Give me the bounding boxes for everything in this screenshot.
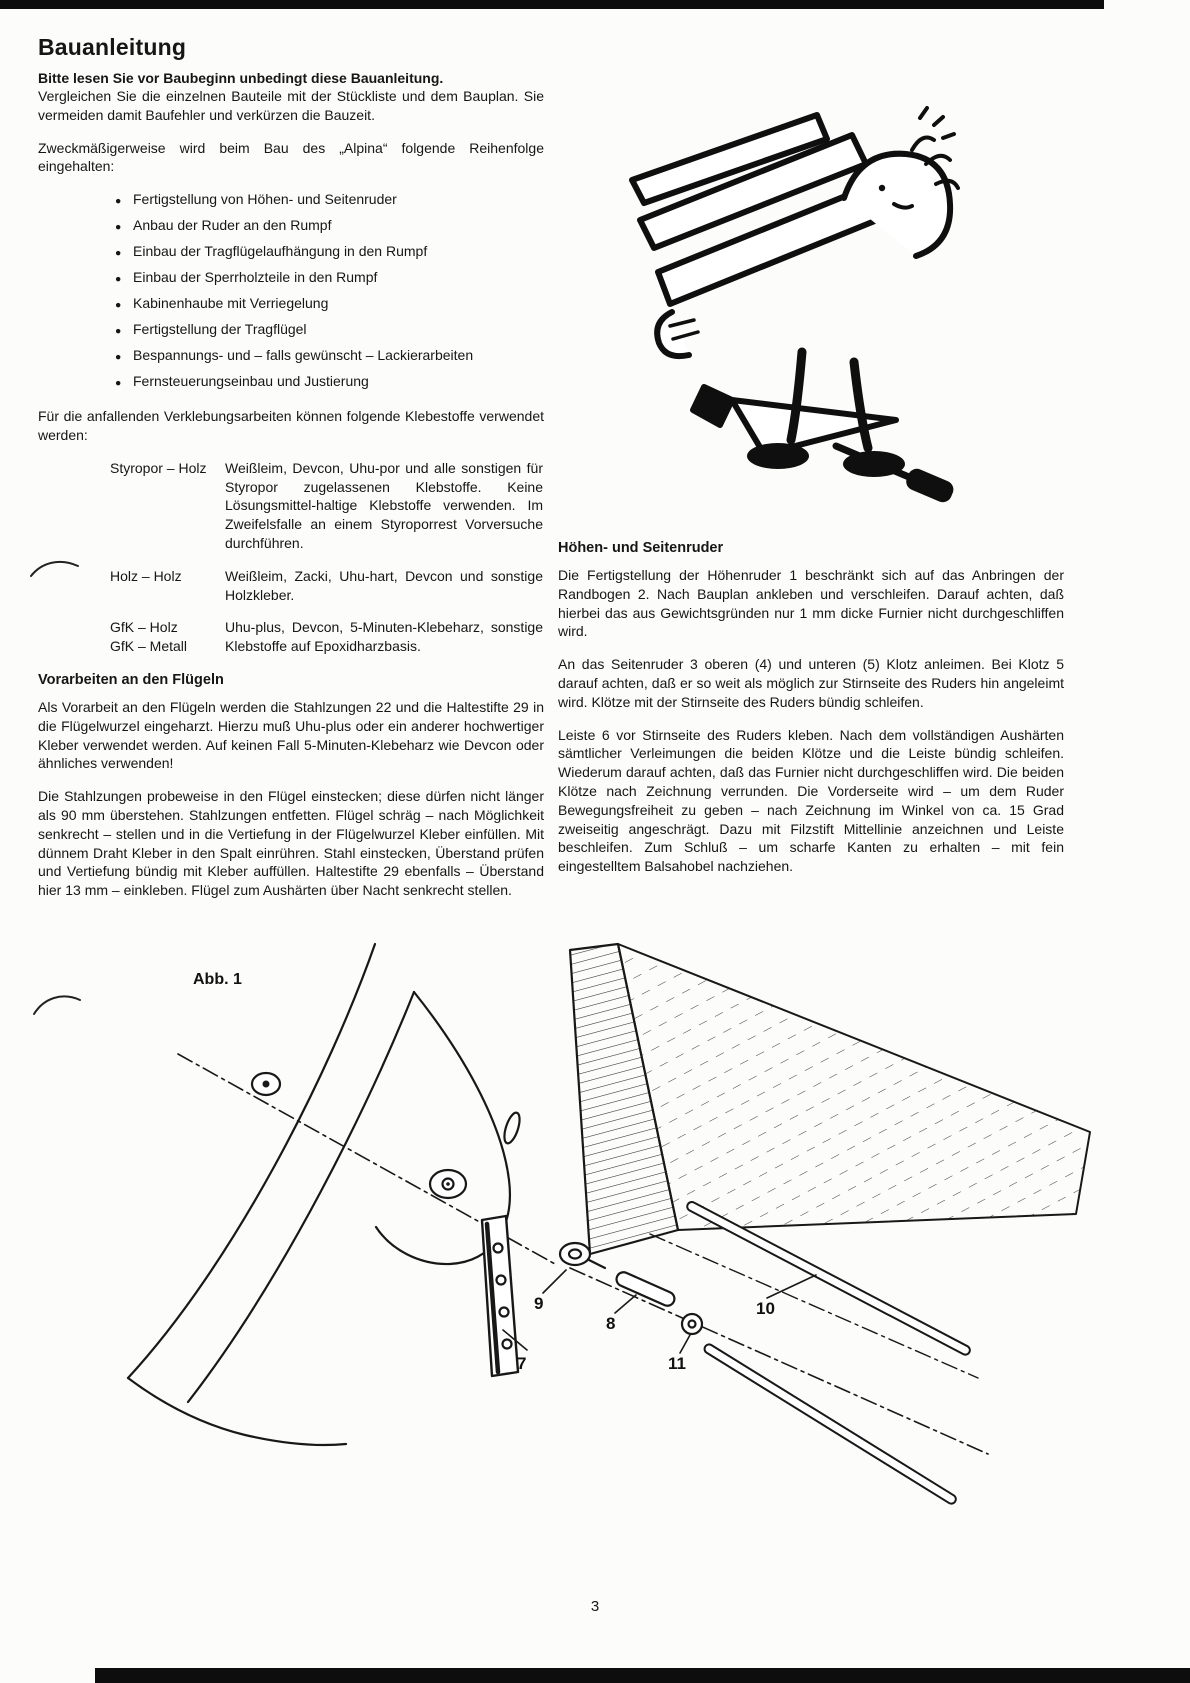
table-row — [38, 567, 544, 605]
part-label-11: 11 — [668, 1354, 686, 1373]
leader-line — [767, 1275, 816, 1298]
leader-line — [543, 1270, 566, 1293]
adhesive-table — [38, 459, 544, 656]
center-line — [650, 1234, 978, 1378]
section-heading-wings: Vorarbeiten an den Flügeln — [38, 671, 224, 688]
center-line — [570, 1268, 988, 1454]
right-column — [558, 540, 1064, 890]
stab-panel — [618, 944, 1090, 1230]
screw-washer — [252, 1073, 280, 1095]
shoe-shape — [843, 451, 905, 477]
rudder-paragraph-1: Die Fertigstellung der Höhenruder 1 beschränkt sich auf das Anbringen der Randbogen 2. Nach Bauplan ankleben und verschleifen. Darauf achten, daß hierbei das aus Gewichtsgründen nur 1 mm dicke Furnier nicht durchgeschliffen wird. — [558, 567, 1064, 640]
build-step-item: ● Fernsteuerungseinbau und Justierung — [115, 372, 544, 391]
figure-label: Abb. 1 — [193, 971, 242, 988]
intro-paragraph-2: Zweckmäßigerweise wird beim Bau des „Alpina“ folgende Reihenfolge eingehalten: — [38, 139, 544, 175]
leader-line — [615, 1295, 636, 1313]
part-8-pin — [614, 1270, 676, 1308]
wings-paragraph-1: Als Vorarbeit an den Flügeln werden die Stahlzungen 22 und die Haltestifte 29 in die Flügelwurzel eingeharzt. Hierzu muß Uhu-plus oder ein anderer hochwertiger Kleber verwendet werden. Auf keinen Fall 5-Minuten-Klebeharz wie Devcon oder ähnliches verwenden! — [38, 698, 544, 772]
rudder-paragraph-3: Leiste 6 vor Stirnseite des Ruders kleben. Nach dem vollständigen Aushärten sämtlicher Verleimungen die beiden Klötze und die Leiste bündig schleifen. Wiederum darauf achten, daß das Furnier nicht durchgeschliffen wird. Die beiden Klötze nach Zeichnung verrunden. Die Vorderseite wird – um dem Ruder Bewegungsfreiheit zu geben – nach Zeichnung im Winkel von ca. 15 Grad zweiseitig angeschrägt. Dazu mit Filzstift Mittellinie anzeichnen und Leiste beschleifen. Zum Schluß – um scharfe Kanten zu erhalten – mit fein eingestelltem Balsahobel nachziehen. — [558, 726, 1064, 875]
build-step-item: ● Fertigstellung der Tragflügel — [115, 320, 544, 339]
row-text: Weißleim, Zacki, Uhu-hart, Devcon und sonstige Holzkleber. — [225, 567, 543, 603]
figure-abb1 — [30, 932, 1150, 1582]
left-column — [38, 34, 544, 914]
screw-washer — [430, 1170, 466, 1198]
handwritten-mark — [34, 996, 80, 1014]
rudder-paragraph-2: An das Seitenruder 3 oberen (4) und unteren (5) Klotz anleimen. Bei Klotz 5 darauf achten, daß er so weit als möglich zur Stirnseite des Ruders hin angeleimt wird. Klötze mit der Stirnseite des Ruders bündig schleifen. — [558, 656, 1064, 710]
saw-handle — [693, 387, 732, 425]
row-text: Weißleim, Devcon, Uhu-por und alle sonstigen für Styropor zugelassenen Klebstoffe. Keine Lösungsmittel-haltige Klebstoffe verwenden. Im Zweifelsfalle an einem Styroporrest Vorversuche durchführen. — [225, 459, 543, 551]
page-title: Bauanleitung — [38, 34, 187, 60]
part-11-washer — [682, 1314, 702, 1334]
wings-paragraph-2: Die Stahlzungen probeweise in den Flügel einstecken; diese dürfen nicht länger als 90 mm überstehen. Stahlzungen entfetten. Flügel schräg – nach Möglichkeit senkrecht – stellen und in die Vertiefung in der Flügelwurzel Kleber einfüllen. Mit dünnem Draht Kleber in den Spalt einrühren. Stahl einstecken, Überstand prüfen und Vertiefung bündig mit Kleber auffüllen. Haltestifte 29 ebenfalls – Überstand hier 13 mm – einkleben. Flügel zum Aushärten über Nacht senkrecht stellen. — [38, 788, 544, 899]
fuselage-bottom — [128, 1378, 346, 1445]
build-step-item: ● Fertigstellung von Höhen- und Seitenruder — [115, 190, 544, 209]
build-step-item: ● Einbau der Sperrholzteile in den Rumpf — [115, 268, 544, 287]
part-label-8: 8 — [606, 1314, 616, 1333]
part-label-10: 10 — [756, 1299, 775, 1318]
page-number: 3 — [590, 1598, 600, 1615]
scan-artifact-top-bar — [0, 0, 1104, 9]
table-row — [38, 459, 544, 553]
shoe-shape — [747, 443, 809, 469]
row-label: Styropor – Holz — [110, 459, 207, 476]
intro-paragraph-3: Für die anfallenden Verklebungsarbeiten können folgende Klebestoffe verwendet werden: — [38, 408, 544, 443]
scan-artifact-bottom-bar — [95, 1668, 1190, 1683]
section-heading-rudder: Höhen- und Seitenruder — [558, 540, 724, 556]
row-label-line-1: GfK – Holz — [110, 619, 178, 636]
part-label-9: 9 — [534, 1294, 544, 1313]
row-label-line-2: GfK – Metall — [110, 638, 188, 655]
leader-line — [680, 1335, 690, 1353]
table-row — [38, 618, 544, 656]
slot-detail — [501, 1111, 522, 1145]
build-step-item: ● Bespannungs- und – falls gewünscht – Lackierarbeiten — [115, 346, 544, 365]
build-step-item: ● Anbau der Ruder an den Rumpf — [115, 216, 544, 235]
part-label-7: 7 — [517, 1354, 527, 1373]
row-label: Holz – Holz — [110, 567, 182, 584]
row-text: Uhu-plus, Devcon, 5-Minuten-Klebeharz, sonstige Klebstoffe auf Epoxidharzbasis. — [225, 619, 543, 655]
screwdriver-handle — [903, 466, 956, 505]
intro-paragraph-1: Vergleichen Sie die einzelnen Bauteile mit der Stückliste und dem Bauplan. Sie vermeiden damit Baufehler und verkürzen die Bauzeit. — [38, 88, 544, 123]
build-step-item: ● Einbau der Tragflügelaufhängung in den Rumpf — [115, 242, 544, 261]
build-step-item: ● Kabinenhaube mit Verriegelung — [115, 294, 544, 313]
lead-sentence: Bitte lesen Sie vor Baubeginn unbedingt diese Bauanleitung. — [38, 70, 444, 86]
fuselage-outline — [188, 992, 414, 1402]
cartoon-illustration — [612, 100, 982, 510]
handwritten-mark — [28, 554, 84, 584]
row-label — [110, 618, 225, 656]
build-order-list — [115, 190, 544, 391]
